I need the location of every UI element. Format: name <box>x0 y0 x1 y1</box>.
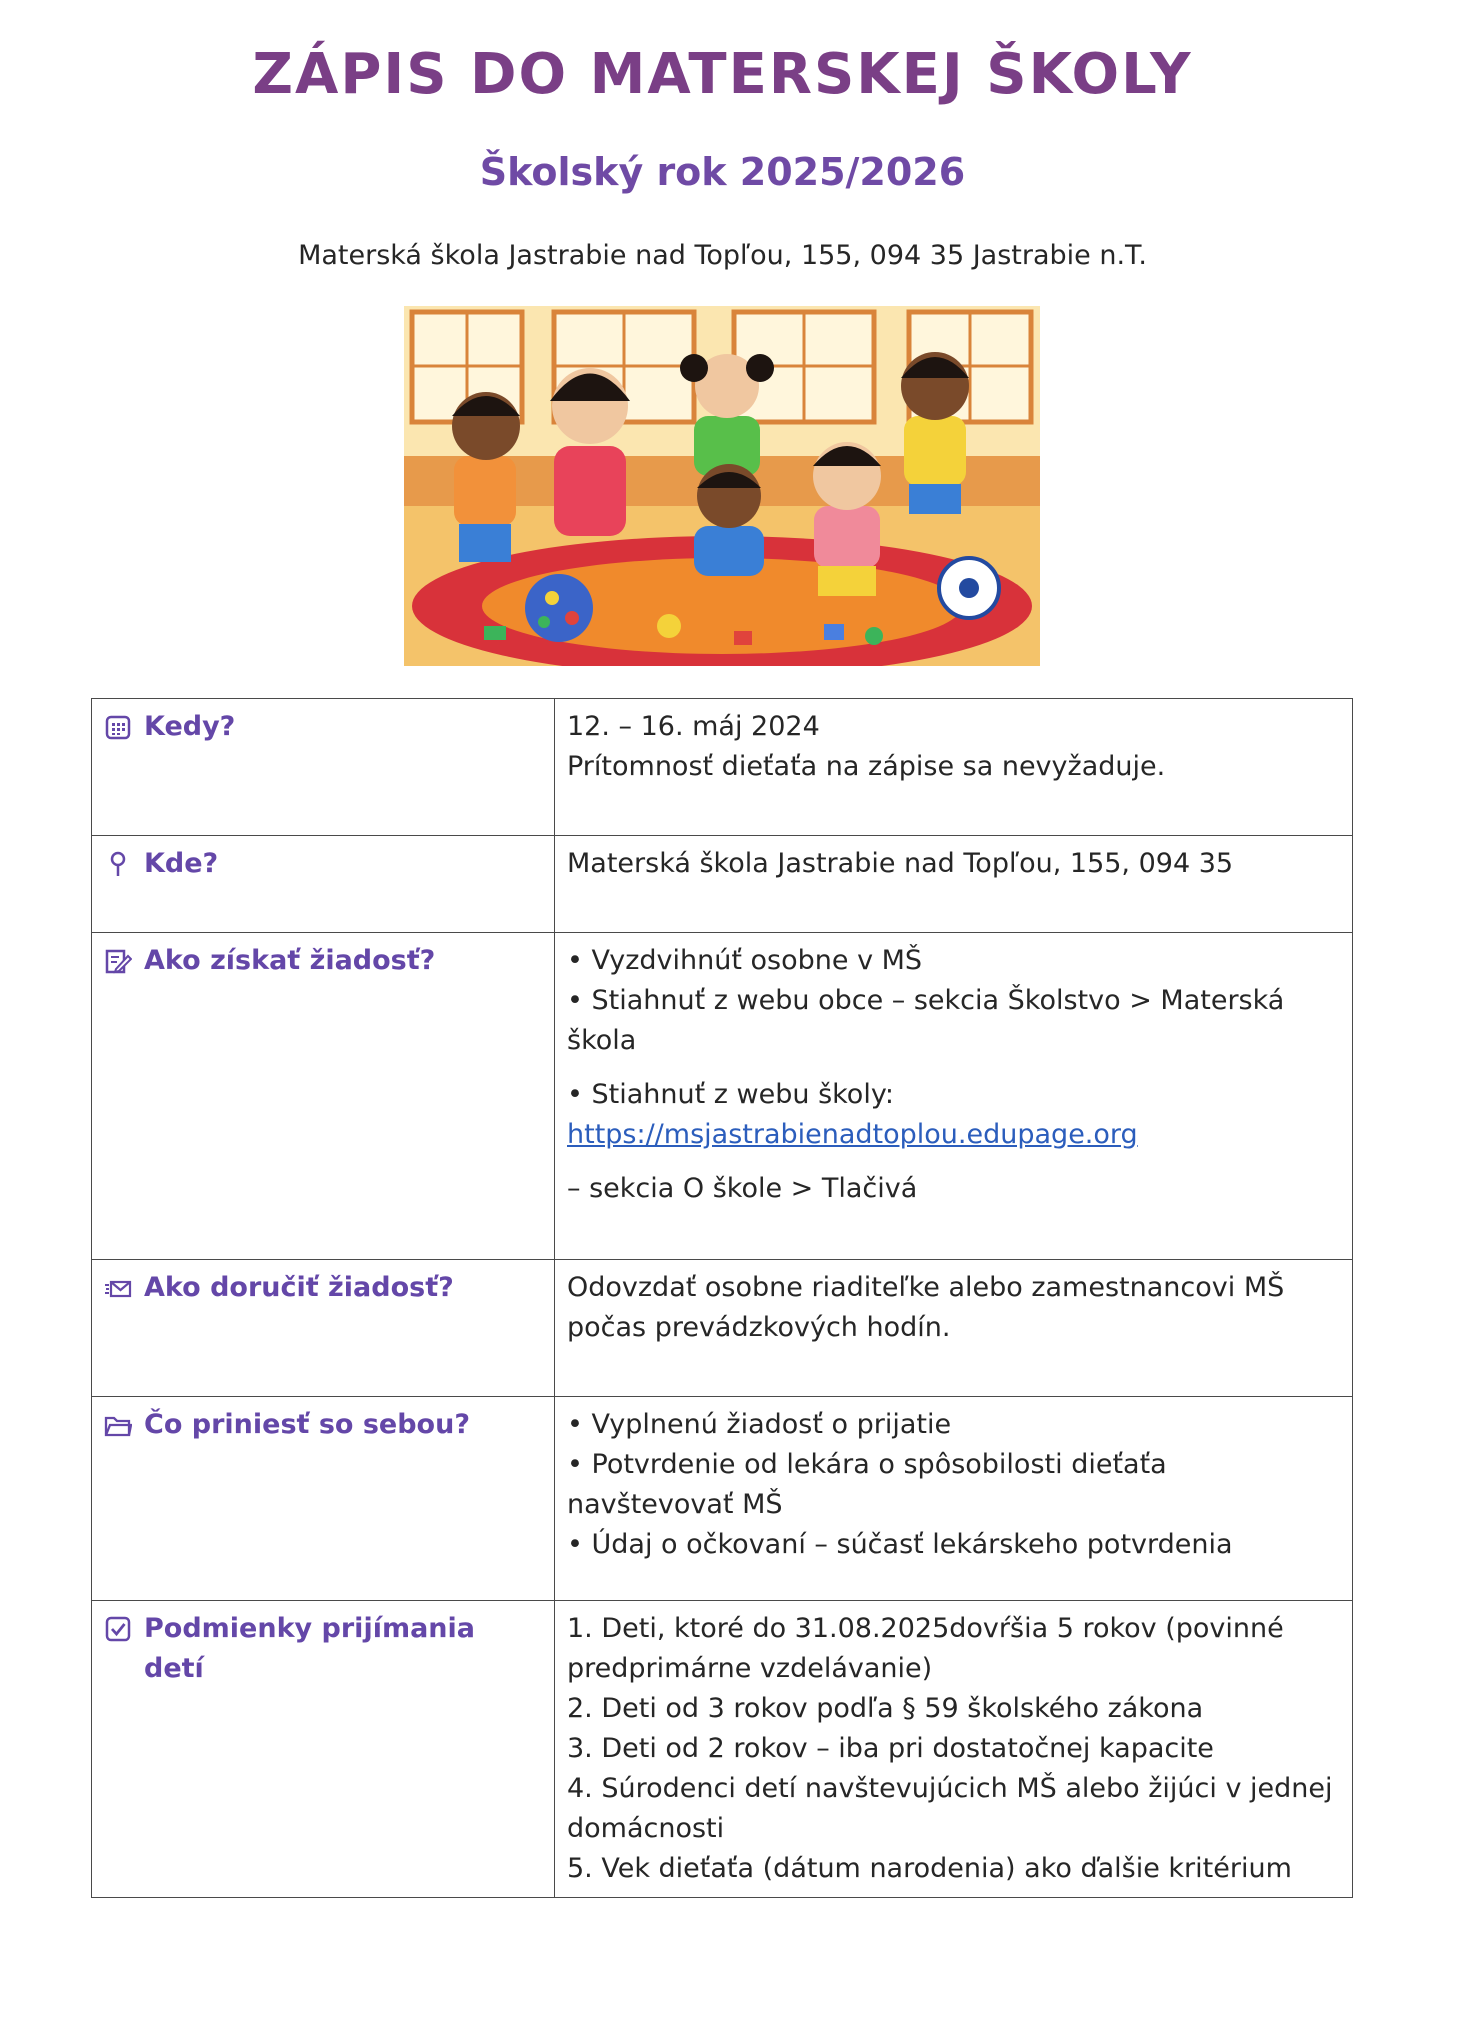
label-when: Kedy? <box>144 711 236 742</box>
page-title: ZÁPIS DO MATERSKEJ ŠKOLY <box>252 42 1193 107</box>
bring-item-medical-certificate: • Potvrdenie od lekára o spôsobilosti dieťaťa navštevovať MŠ <box>567 1449 1167 1520</box>
envelope-icon <box>104 1274 132 1302</box>
pin-icon <box>104 850 132 878</box>
label-admission-conditions: Podmienky prijímania detí <box>144 1613 476 1684</box>
row-admission-conditions <box>92 1601 1353 1898</box>
checkbox-icon <box>104 1615 132 1643</box>
get-option-pickup: • Vyzdvihnúť osobne v MŠ <box>567 945 923 976</box>
condition-item: 1. Deti, ktoré do 31.08.2025dovŕšia 5 rokov (povinné predprimárne vzdelávanie) <box>567 1613 1284 1684</box>
school-year: Školský rok 2025/2026 <box>479 150 966 194</box>
get-option-section: – sekcia O škole > Tlačivá <box>567 1173 918 1204</box>
get-option-school-web: • Stiahnuť z webu školy: <box>567 1079 894 1110</box>
get-option-municipality-web: • Stiahnuť z webu obce – sekcia Školstvo > Materská škola <box>567 985 1285 1056</box>
school-address: Materská škola Jastrabie nad Topľou, 155, 094 35 Jastrabie n.T. <box>298 240 1147 271</box>
bring-item-application: • Vyplnenú žiadosť o prijatie <box>567 1409 952 1440</box>
condition-item: 4. Súrodenci detí navštevujúcich MŠ alebo žijúci v jednej domácnosti <box>567 1773 1333 1844</box>
row-get-application <box>92 933 1353 1260</box>
row-deliver-application <box>92 1260 1353 1397</box>
where-address: Materská škola Jastrabie nad Topľou, 155, 094 35 <box>567 848 1234 879</box>
row-what-to-bring <box>92 1397 1353 1601</box>
calendar-icon <box>104 713 132 741</box>
row-where <box>92 836 1353 933</box>
folder-icon <box>104 1411 132 1439</box>
school-website-link[interactable]: https://msjastrabienadtoplou.edupage.org <box>567 1119 1138 1150</box>
condition-item: 5. Vek dieťaťa (dátum narodenia) ako ďalšie kritérium <box>567 1853 1292 1884</box>
condition-item: 2. Deti od 3 rokov podľa § 59 školského zákona <box>567 1693 1204 1724</box>
label-deliver-application: Ako doručiť žiadosť? <box>144 1272 454 1303</box>
condition-item: 3. Deti od 2 rokov – iba pri dostatočnej kapacite <box>567 1733 1214 1764</box>
deliver-instructions: Odovzdať osobne riaditeľke alebo zamestnancovi MŠ počas prevádzkových hodín. <box>567 1272 1285 1343</box>
enrollment-info-table <box>91 698 1353 1898</box>
children-playing-illustration <box>404 306 1040 666</box>
row-when <box>92 699 1353 836</box>
when-note: Prítomnosť dieťaťa na zápise sa nevyžaduje. <box>567 751 1166 782</box>
label-where: Kde? <box>144 848 219 879</box>
label-what-to-bring: Čo priniesť so sebou? <box>144 1409 470 1440</box>
label-get-application: Ako získať žiadosť? <box>144 945 436 976</box>
edit-document-icon <box>104 947 132 975</box>
when-dates: 12. – 16. máj 2024 <box>567 711 820 742</box>
bring-item-vaccination: • Údaj o očkovaní – súčasť lekárskeho potvrdenia <box>567 1529 1233 1560</box>
